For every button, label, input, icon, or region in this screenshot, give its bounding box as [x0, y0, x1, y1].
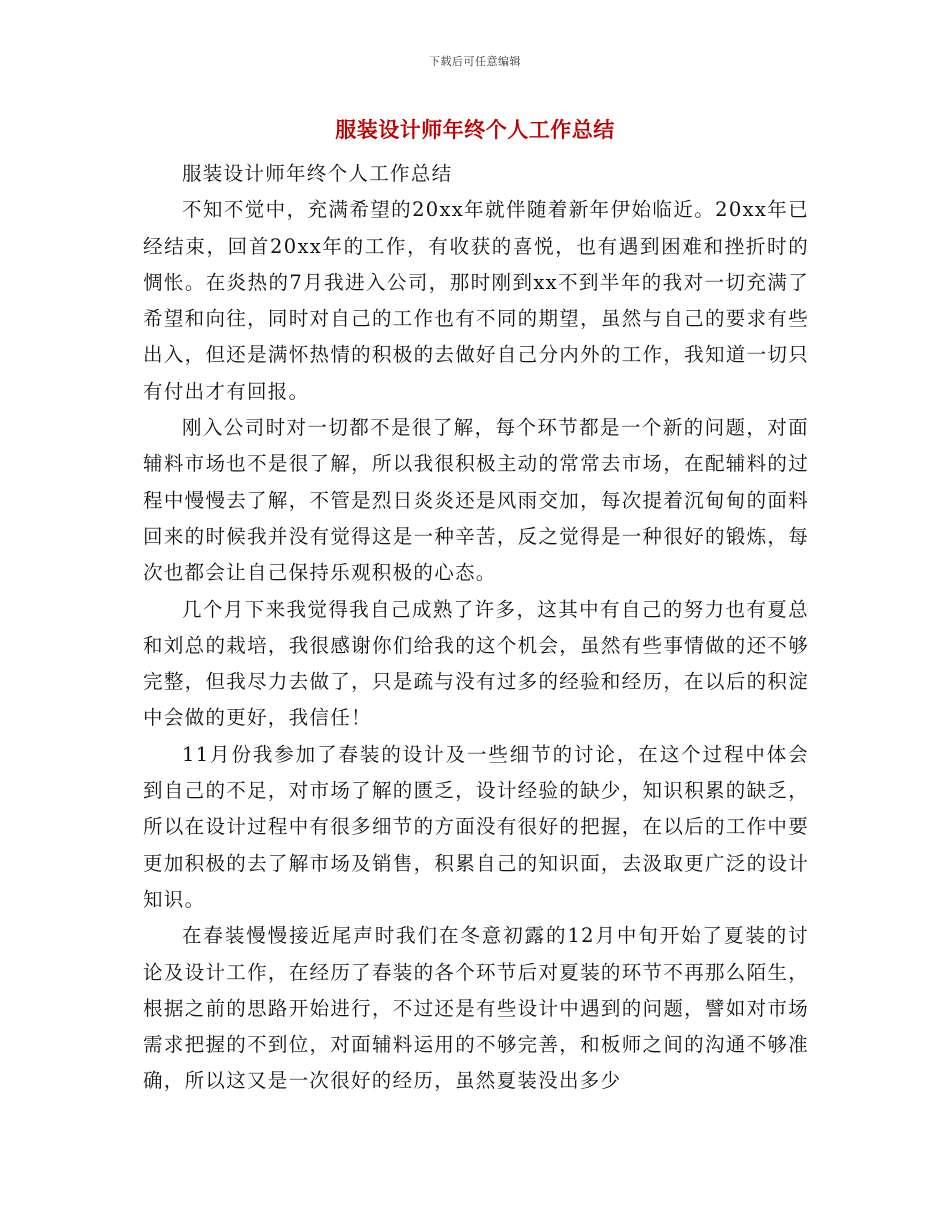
paragraph: 几个月下来我觉得我自己成熟了许多，这其中有自己的努力也有夏总和刘总的栽培，我很感谢你们给我的这个机会，虽然有些事情做的还不够完整，但我尽力去做了，只是疏与没有过多的经验和经历，在以后的积淀中会做的更好，我信任！	[143, 597, 809, 730]
paragraph: 在春装慢慢接近尾声时我们在冬意初露的12月中旬开始了夏装的讨论及设计工作，在经历了春装的各个环节后对夏装的环节不再那么陌生，根据之前的思路开始进行，不过还是有些设计中遇到的问题，譬如对市场需求把握的不到位，对面辅料运用的不够完善，和板师之间的沟通不够准确，所以这又是一次很好的经历，虽然夏装没出多少	[143, 924, 809, 1093]
document-body	[143, 156, 809, 1100]
paragraph: 刚入公司时对一切都不是很了解，每个环节都是一个新的问题，对面辅料市场也不是很了解，所以我很积极主动的常常去市场，在配辅料的过程中慢慢去了解，不管是烈日炎炎还是风雨交加，每次提着沉甸甸的面料回来的时候我并没有觉得这是一种辛苦，反之觉得是一种很好的锻炼，每次也都会让自己保持乐观积极的心态。	[143, 416, 809, 585]
paragraph: 不知不觉中，充满希望的20xx年就伴随着新年伊始临近。20xx年已经结束，回首20xx年的工作，有收获的喜悦，也有遇到困难和挫折时的惆怅。在炎热的7月我进入公司，那时刚到xx不到半年的我对一切充满了希望和向往，同时对自己的工作也有不同的期望，虽然与自己的要求有些出入，但还是满怀热情的积极的去做好自己分内外的工作，我知道一切只有付出才有回报。	[143, 198, 809, 403]
paragraph: 11月份我参加了春装的设计及一些细节的讨论，在这个过程中体会到自己的不足，对市场了解的匮乏，设计经验的缺少，知识积累的缺乏，所以在设计过程中有很多细节的方面没有很好的把握，在以后的工作中要更加积极的去了解市场及销售，积累自己的知识面，去汲取更广泛的设计知识。	[143, 742, 809, 911]
document-title: 服装设计师年终个人工作总结	[335, 117, 615, 142]
paragraph-subtitle: 服装设计师年终个人工作总结	[182, 162, 453, 185]
header-note: 下载后可任意编辑	[429, 55, 521, 68]
